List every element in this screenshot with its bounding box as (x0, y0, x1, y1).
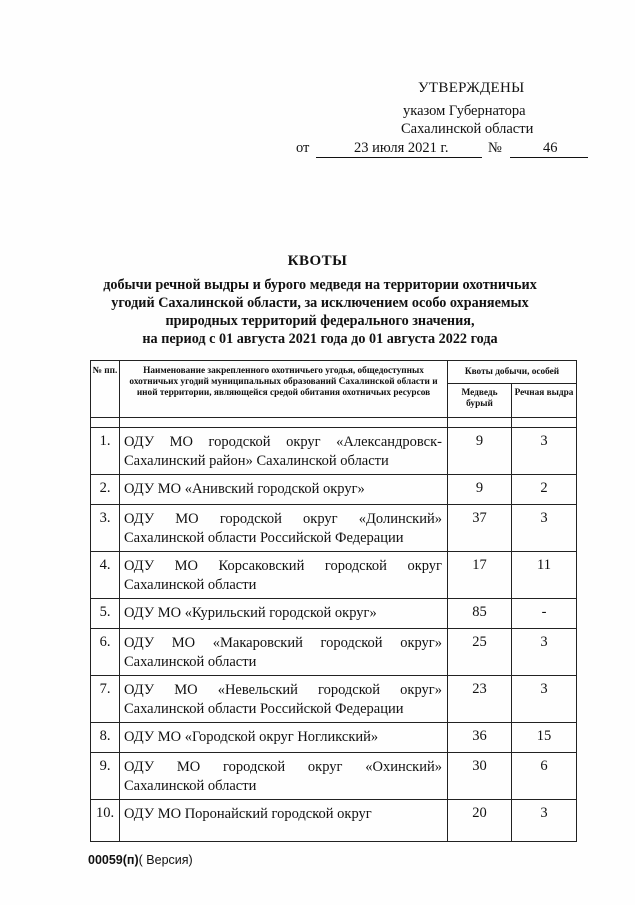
row-name: ОДУ МО «Анивский городской округ» (120, 475, 448, 505)
row-name: ОДУ МО «Невельский городской округ» Сахалинской области Российской Федерации (120, 676, 448, 723)
header-otter: Речная выдра (512, 384, 577, 418)
row-otter-quota: 3 (512, 800, 577, 842)
row-bear-quota: 37 (448, 505, 512, 552)
table-row (91, 800, 577, 842)
table-row (91, 428, 577, 475)
row-bear-quota: 30 (448, 753, 512, 800)
row-otter-quota: 3 (512, 505, 577, 552)
from-label: от (296, 140, 310, 156)
row-bear-quota: 25 (448, 629, 512, 676)
header-quotas: Квоты добычи, особей (448, 361, 577, 384)
row-name: ОДУ МО городской округ «Охинский» Сахалинской области (120, 753, 448, 800)
header-num: № пп. (91, 361, 120, 418)
approval-date-row (296, 140, 588, 160)
number-label: № (488, 140, 502, 156)
row-number: 5. (91, 599, 120, 629)
table-row (91, 629, 577, 676)
table-row (91, 753, 577, 800)
table-row (91, 676, 577, 723)
subtitle-line: угодий Сахалинской области, за исключением особо охраняемых (111, 295, 529, 311)
table-body (91, 418, 577, 842)
approval-line-1: указом Губернатора (403, 103, 526, 119)
row-otter-quota: 15 (512, 723, 577, 753)
row-bear-quota: 23 (448, 676, 512, 723)
footer-version: ( Версия) (138, 853, 193, 867)
row-number: 10. (91, 800, 120, 842)
row-otter-quota: 2 (512, 475, 577, 505)
header-bear: Медведь бурый (448, 384, 512, 418)
row-number: 3. (91, 505, 120, 552)
row-bear-quota: 20 (448, 800, 512, 842)
subtitle-line: на период с 01 августа 2021 года до 01 августа 2022 года (142, 331, 498, 347)
footer (88, 853, 193, 867)
approval-title: УТВЕРЖДЕНЫ (418, 80, 525, 96)
approval-number: 46 (543, 140, 558, 156)
row-name: ОДУ МО Корсаковский городской округ Сахалинской области (120, 552, 448, 599)
table-row (91, 505, 577, 552)
approval-line-2: Сахалинской области (401, 121, 534, 137)
row-name: ОДУ МО Поронайский городской округ (120, 800, 448, 842)
row-number: 2. (91, 475, 120, 505)
row-number: 7. (91, 676, 120, 723)
table-row (91, 475, 577, 505)
document-title: КВОТЫ (287, 253, 348, 269)
footer-code: 00059(п) (88, 853, 139, 867)
row-number: 9. (91, 753, 120, 800)
row-otter-quota: 3 (512, 629, 577, 676)
row-otter-quota: 3 (512, 676, 577, 723)
row-bear-quota: 36 (448, 723, 512, 753)
document-subtitle (70, 276, 570, 348)
row-otter-quota: - (512, 599, 577, 629)
table-row (91, 723, 577, 753)
row-bear-quota: 17 (448, 552, 512, 599)
row-bear-quota: 9 (448, 428, 512, 475)
row-name: ОДУ МО городской округ «Александровск-Сахалинский район» Сахалинской области (120, 428, 448, 475)
row-otter-quota: 3 (512, 428, 577, 475)
row-name: ОДУ МО «Макаровский городской округ» Сахалинской области (120, 629, 448, 676)
subtitle-line: природных территорий федерального значения, (165, 313, 475, 329)
quota-table (90, 360, 577, 842)
row-number: 8. (91, 723, 120, 753)
row-name: ОДУ МО городской округ «Долинский» Сахалинской области Российской Федерации (120, 505, 448, 552)
subtitle-line: добычи речной выдры и бурого медведя на территории охотничьих (103, 277, 537, 293)
row-name: ОДУ МО «Городской округ Ногликский» (120, 723, 448, 753)
table-row (91, 599, 577, 629)
table-row (91, 552, 577, 599)
row-number: 6. (91, 629, 120, 676)
row-otter-quota: 6 (512, 753, 577, 800)
row-name: ОДУ МО «Курильский городской округ» (120, 599, 448, 629)
row-number: 4. (91, 552, 120, 599)
row-number: 1. (91, 428, 120, 475)
approval-date: 23 июля 2021 г. (354, 140, 449, 156)
row-otter-quota: 11 (512, 552, 577, 599)
row-bear-quota: 9 (448, 475, 512, 505)
header-name: Наименование закрепленного охотничьего угодья, общедоступных охотничьих угодий муниципальных образований Сахалинской области и иной территории, являющейся средой обитания охотничьих ресурсов (120, 361, 448, 418)
row-bear-quota: 85 (448, 599, 512, 629)
